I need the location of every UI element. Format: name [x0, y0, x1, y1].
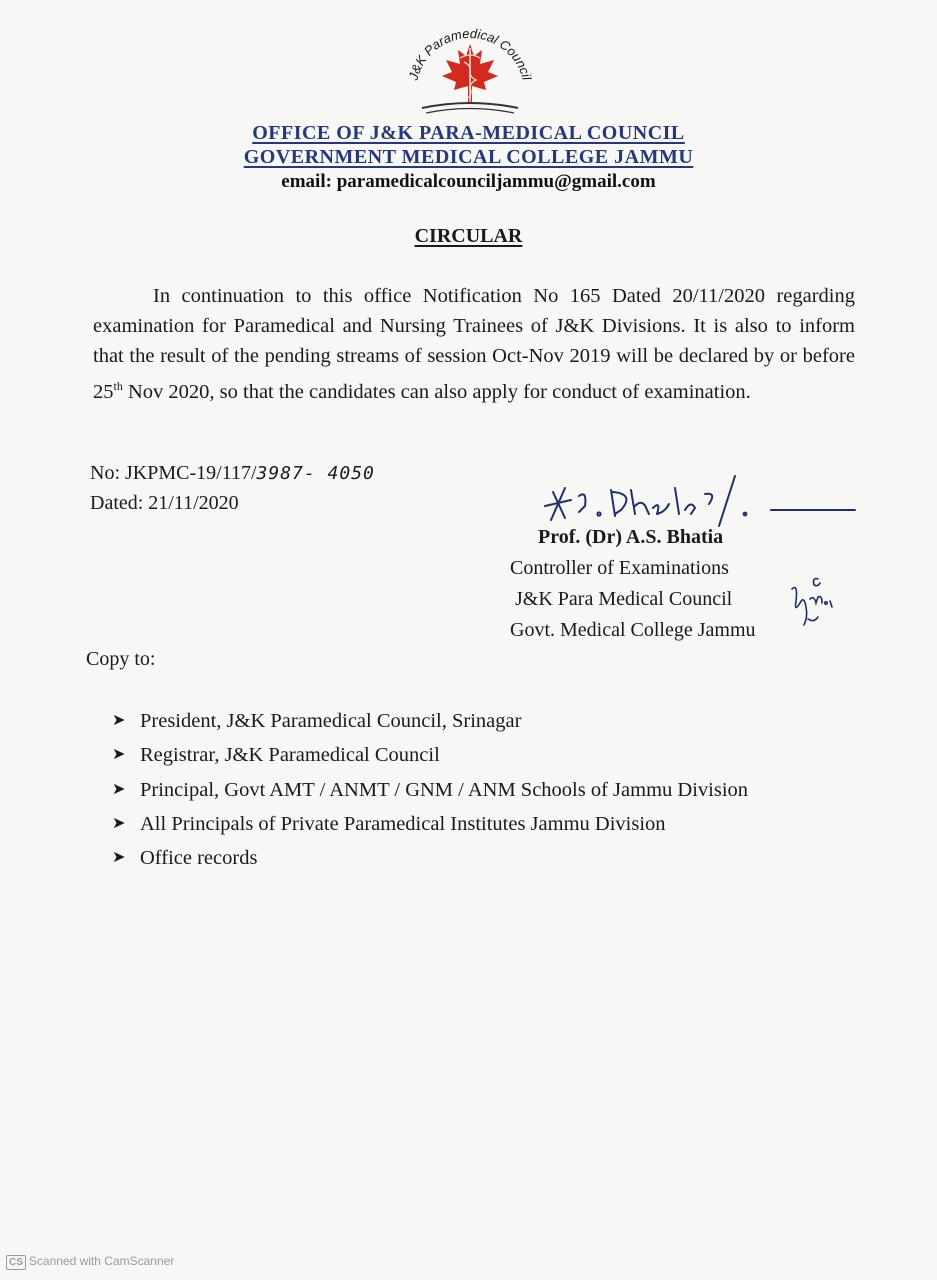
copy-to-label: Copy to:	[86, 648, 156, 670]
scanner-watermark-text: Scanned with CamScanner	[28, 1254, 175, 1268]
logo-arc-text: J&K Paramedical Council	[405, 25, 535, 82]
office-title: OFFICE OF J&K PARA-MEDICAL COUNCIL	[252, 122, 685, 144]
arrowhead-bullet-icon: ➤	[112, 712, 126, 729]
signature-scribble	[535, 470, 865, 530]
list-item	[112, 739, 748, 773]
college-title: GOVERNMENT MEDICAL COLLEGE JAMMU	[243, 146, 694, 168]
signatory-name: Prof. (Dr) A.S. Bhatia	[538, 526, 724, 548]
copy-to-list	[112, 705, 748, 876]
signatory-location: Govt. Medical College Jammu	[510, 619, 756, 641]
reference-date: Dated: 21/11/2020	[90, 492, 239, 514]
document-title: CIRCULAR	[414, 225, 523, 247]
list-item-text: President, J&K Paramedical Council, Srinagar	[140, 710, 522, 732]
list-item-text: Principal, Govt AMT / ANMT / GNM / ANM Schools of Jammu Division	[140, 778, 749, 801]
office-email: email: paramedicalcounciljammu@gmail.com	[281, 171, 656, 192]
arrowhead-bullet-icon: ➤	[112, 814, 126, 832]
list-item	[112, 842, 748, 876]
maple-leaf-caduceus-icon	[442, 44, 498, 104]
circular-body	[93, 281, 855, 407]
council-logo	[402, 14, 538, 118]
arrowhead-bullet-icon: ➤	[112, 849, 126, 867]
body-superscript: th	[113, 379, 123, 393]
camscanner-badge-icon: CS	[6, 1255, 26, 1270]
list-item	[112, 808, 748, 842]
initials-scribble	[784, 573, 840, 635]
list-item	[112, 774, 748, 808]
reference-number	[90, 462, 375, 485]
reference-number-label: No: JKPMC-19/117/	[90, 462, 257, 484]
list-item-text: Registrar, J&K Paramedical Council	[140, 744, 440, 767]
body-text-part1: In continuation to this office Notification No 165 Dated 20/11/2020 regarding examination for Paramedical and Nursing Trainees of J&K Divisions. It is also to inform that the result of the pending streams of session Oct-Nov 2019 will be declared by or before 25	[93, 285, 855, 403]
list-item-text: Office records	[140, 847, 258, 870]
signatory-organization: J&K Para Medical Council	[515, 588, 733, 610]
arrowhead-bullet-icon: ➤	[112, 780, 126, 798]
scanner-watermark	[6, 1254, 174, 1270]
list-item	[112, 705, 748, 739]
body-text-part2: Nov 2020, so that the candidates can also apply for conduct of examination.	[122, 380, 751, 403]
signatory-designation: Controller of Examinations	[510, 557, 729, 579]
list-item-text: All Principals of Private Paramedical Institutes Jammu Division	[140, 812, 666, 835]
signatory-block	[510, 522, 756, 646]
reference-number-handwritten: 3987- 4050	[256, 463, 375, 484]
arrowhead-bullet-icon: ➤	[112, 746, 126, 764]
